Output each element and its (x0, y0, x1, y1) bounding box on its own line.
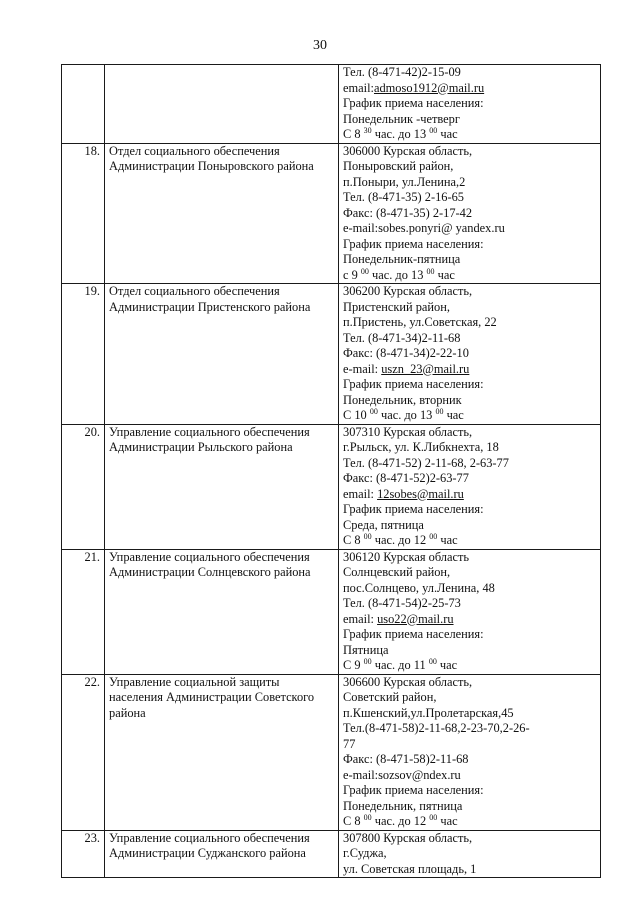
time-superscript: 00 (435, 407, 444, 416)
contact-line: e-mail:sobes.ponyri@ yandex.ru (343, 221, 505, 235)
contact-line: Факс: (8-471-58)2-11-68 (343, 752, 469, 766)
table-row (62, 674, 601, 830)
contact-line: График приема населения: (343, 783, 484, 797)
contact-line: Тел. (8-471-35) 2-16-65 (343, 190, 464, 204)
contact-line: 307310 Курская область, (343, 424, 473, 439)
email-link[interactable]: uso22@mail.ru (377, 611, 454, 626)
email-line: email: 12sobes@mail.ru (343, 486, 464, 501)
contact-line: Тел. (8-471-34)2-11-68 (343, 330, 461, 345)
agency-name-line: Управление социального обеспечения (109, 549, 310, 564)
registry-table (61, 64, 601, 878)
row-number: 19. (62, 284, 105, 425)
agency-name-line: Управление социального обеспечения (109, 424, 310, 439)
contact-line: пос.Солнцево, ул.Ленина, 48 (343, 580, 495, 595)
schedule-hours: с 9 $^{00}$ час. до 13 $^{00}$ час (343, 266, 455, 282)
table-row (62, 424, 601, 549)
table-row (62, 65, 601, 144)
contact-line: 306200 Курская область, (343, 284, 473, 298)
email-link[interactable]: uszn_23@mail.ru (381, 361, 470, 376)
contact-line: 306000 Курская область, (343, 143, 473, 158)
time-superscript: 00 (360, 266, 369, 276)
contact-line: п.Поныри, ул.Ленина,2 (343, 174, 466, 189)
contact-line: График приема населения: (343, 377, 484, 391)
contact-line: Тел. (8-471-54)2-25-73 (343, 596, 461, 610)
agency-name-line: Управление социального обеспечения (109, 830, 310, 845)
contact-line: п.Кшенский,ул.Пролетарская,45 (343, 705, 514, 720)
agency-name-line: Администрации Поныровского района (109, 159, 314, 173)
agency-name (105, 674, 339, 830)
contact-line: График приема населения: (343, 236, 484, 251)
contact-line: Понедельник-пятница (343, 252, 461, 266)
row-number: 18. (62, 143, 105, 284)
agency-name (105, 143, 339, 284)
contact-line: Пристенский район, (343, 299, 450, 314)
row-number: 23. (62, 830, 105, 878)
time-superscript: 00 (429, 126, 438, 135)
contact-line: График приема населения: (343, 502, 484, 516)
schedule-hours: С 8 $^{00}$ час. до 12 $^{00}$ час (343, 813, 458, 828)
agency-name-line: Администрации Суджанского района (109, 846, 306, 860)
agency-name-line: населения Администрации Советского (109, 690, 315, 704)
contact-line: Поныровский район, (343, 159, 454, 173)
schedule-hours: С 8 $^{30}$ час. до 13 $^{00}$ час (343, 126, 458, 141)
schedule-hours: С 8 $^{00}$ час. до 12 $^{00}$ час (343, 532, 458, 547)
contact-info (339, 143, 601, 284)
time-superscript: 00 (363, 532, 372, 541)
agency-name-line: района (109, 705, 146, 720)
email-link[interactable]: 12sobes@mail.ru (377, 486, 464, 501)
row-number (62, 65, 105, 144)
agency-name-line: Администрации Пристенского района (109, 299, 311, 314)
table-row (62, 143, 601, 284)
contact-line: Понедельник -четверг (343, 111, 460, 126)
contact-line: г.Суджа, (343, 846, 387, 860)
contact-line: Солнцевский район, (343, 565, 451, 579)
time-superscript: 00 (369, 407, 378, 416)
time-superscript: 00 (426, 266, 435, 276)
time-superscript: 00 (363, 813, 372, 822)
agency-name (105, 830, 339, 878)
contact-line: Тел.(8-471-58)2-11-68,2-23-70,2-26- (343, 721, 530, 735)
contact-line: График приема населения: (343, 627, 484, 641)
agency-name (105, 284, 339, 425)
table-row (62, 830, 601, 878)
contact-info (339, 284, 601, 425)
contact-line: e-mail:sozsov@ndex.ru (343, 767, 461, 782)
contact-line: ул. Советская площадь, 1 (343, 861, 477, 876)
contact-line: График приема населения: (343, 96, 484, 110)
contact-line: 77 (343, 736, 356, 751)
table-row (62, 549, 601, 674)
contact-line: Факс: (8-471-52)2-63-77 (343, 471, 469, 485)
row-number: 22. (62, 674, 105, 830)
contact-info (339, 65, 601, 144)
agency-name-line: Отдел социального обеспечения (109, 284, 280, 298)
agency-name (105, 549, 339, 674)
row-number: 21. (62, 549, 105, 674)
time-superscript: 00 (363, 657, 372, 666)
email-link[interactable]: admoso1912@mail.ru (373, 80, 485, 95)
contact-line: 307800 Курская область, (343, 830, 473, 845)
contact-info (339, 830, 601, 878)
schedule-hours: С 9 $^{00}$ час. до 11 $^{00}$ час (343, 657, 458, 672)
contact-info (339, 549, 601, 674)
contact-line: 306120 Курская область (343, 549, 470, 564)
contact-line: Тел. (8-471-52) 2-11-68, 2-63-77 (343, 455, 509, 470)
time-superscript: 00 (428, 657, 437, 666)
agency-name-line: Управление социальной защиты (109, 674, 280, 689)
time-superscript: 00 (429, 532, 438, 541)
contact-line: Факс: (8-471-34)2-22-10 (343, 346, 469, 360)
contact-line: 306600 Курская область, (343, 674, 473, 689)
email-line: e-mail: uszn_23@mail.ru (343, 361, 470, 376)
agency-name-line: Администрации Рыльского района (109, 440, 293, 454)
contact-info (339, 424, 601, 549)
time-superscript: 00 (429, 813, 438, 822)
agency-name-line: Администрации Солнцевского района (109, 565, 311, 579)
registry-table-body (62, 65, 601, 878)
contact-line: Тел. (8-471-42)2-15-09 (343, 65, 461, 79)
contact-info (339, 674, 601, 830)
table-row (62, 284, 601, 425)
contact-line: г.Рыльск, ул. К.Либкнехта, 18 (343, 440, 499, 454)
page-number: 30 (313, 38, 327, 53)
contact-line: Понедельник, вторник (343, 392, 462, 407)
email-line: email:admoso1912@mail.ru (343, 80, 485, 95)
agency-name-line: Отдел социального обеспечения (109, 143, 280, 158)
contact-line: Понедельник, пятница (343, 798, 463, 813)
email-line: email: uso22@mail.ru (343, 611, 454, 626)
contact-line: Пятница (343, 642, 389, 657)
schedule-hours: С 10 $^{00}$ час. до 13 $^{00}$ час (343, 407, 464, 422)
contact-line: Факс: (8-471-35) 2-17-42 (343, 205, 473, 220)
row-number: 20. (62, 424, 105, 549)
agency-name (105, 424, 339, 549)
agency-name (105, 65, 339, 144)
time-superscript: 30 (363, 126, 372, 135)
contact-line: п.Пристень, ул.Советская, 22 (343, 315, 497, 329)
contact-line: Среда, пятница (343, 517, 424, 532)
contact-line: Советский район, (343, 690, 437, 704)
